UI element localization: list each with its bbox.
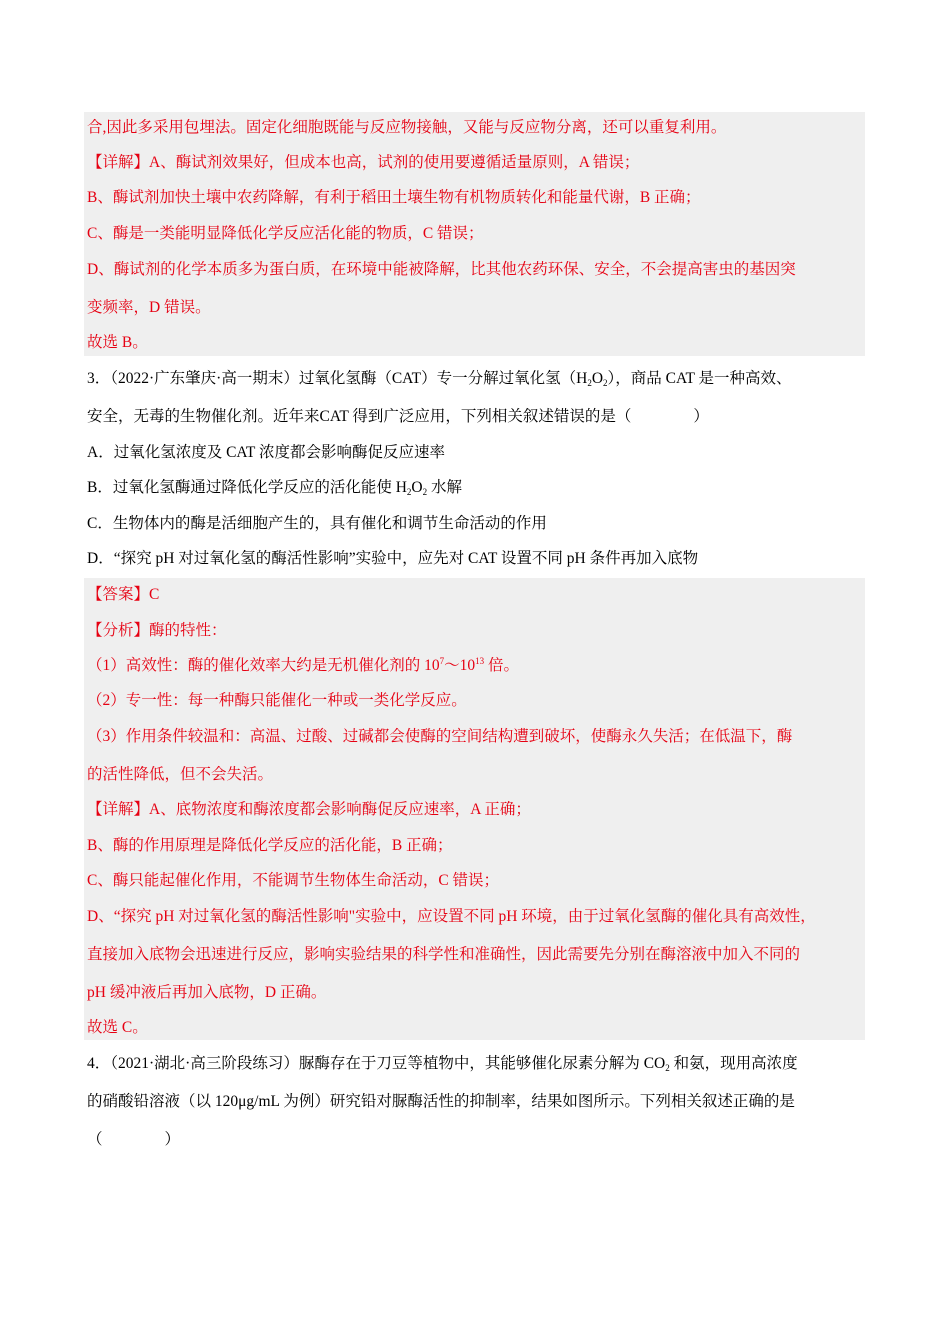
question-3-stem-cont: 安全，无毒的生物催化剂。近年来CAT 得到广泛应用，下列相关叙述错误的是（ ） (87, 408, 709, 425)
detail-line-d-cont: 变频率，D 错误。 (87, 299, 211, 316)
detail-line-c: C、酶是一类能明显降低化学反应活化能的物质，C 错误； (87, 225, 484, 242)
question-4-stem: 4．（2021·湖北·高三阶段练习）脲酶存在于刀豆等植物中，其能够催化尿素分解为 $CO_2$ 和氨，现用高浓度 (87, 1055, 798, 1073)
detail-line-c: C、酶只能起催化作用，不能调节生物体生命活动，C 错误； (87, 872, 500, 889)
option-a: A．过氧化氢浓度及 CAT 浓度都会影响酶促反应速率 (87, 444, 445, 461)
detail-line-d: D、“探究 pH 对过氧化氢的酶活性影响"实验中，应设置不同 pH 环境，由于过氧化氢酶的催化具有高效性， (87, 908, 816, 925)
answer-blank: （ ） (87, 1131, 181, 1148)
question-3-stem: 3．（2022·广东肇庆·高一期末）过氧化氢酶（CAT）专一分解过氧化氢$(H_2O_2)$，商品 CAT 是一种高效、 (87, 370, 792, 388)
detail-line-b: B、酶的作用原理是降低化学反应的活化能，B 正确； (87, 837, 453, 854)
detail-line-b: B、酶试剂加快土壤中农药降解，有利于稻田土壤生物有机物质转化和能量代谢，B 正确； (87, 189, 701, 206)
option-b: B．过氧化氢酶通过降低化学反应的活化能使 $H_2O_2$ 水解 (87, 479, 463, 497)
analysis-point-1: （1）高效性：酶的催化效率大约是无机催化剂的 $10^7\sim 10^{13}$ 倍。 (87, 656, 520, 674)
detail-line-a: 【详解】A、底物浓度和酶浓度都会影响酶促反应速率，A 正确； (87, 801, 531, 818)
analysis-point-3-cont: 的活性降低，但不会失活。 (87, 766, 274, 783)
question-4-stem-cont: 的硝酸铅溶液（以 120μg/mL 为例）研究铅对脲酶活性的抑制率，结果如图所示。下列相关叙述正确的是 (87, 1093, 795, 1110)
analysis-point-2: （2）专一性：每一种酶只能催化一种或一类化学反应。 (87, 692, 467, 709)
option-c: C．生物体内的酶是活细胞产生的，具有催化和调节生命活动的作用 (87, 515, 547, 532)
detail-line-a: 【详解】A、酶试剂效果好，但成本也高，试剂的使用要遵循适量原则，A 错误； (87, 154, 640, 171)
detail-line-d-cont: 直接加入底物会迅速进行反应，影响实验结果的科学性和准确性，因此需要先分别在酶溶液中加入不同的 (87, 946, 801, 963)
solution-text-line: 合,因此多采用包埋法。固定化细胞既能与反应物接触，又能与反应物分离，还可以重复利用。 (87, 119, 727, 136)
analysis-point-3: （3）作用条件较温和：高温、过酸、过碱都会使酶的空间结构遭到破坏，使酶永久失活；在低温下，酶 (87, 728, 793, 745)
option-d: D．“探究 pH 对过氧化氢的酶活性影响”实验中，应先对 CAT 设置不同 pH 条件再加入底物 (87, 550, 699, 567)
final-answer: 故选 B。 (87, 334, 148, 351)
detail-line-d-cont: pH 缓冲液后再加入底物，D 正确。 (87, 984, 327, 1001)
analysis-label: 【分析】酶的特性： (87, 622, 227, 639)
final-answer: 故选 C。 (87, 1019, 148, 1036)
answer-label: 【答案】C (87, 586, 160, 603)
detail-line-d: D、酶试剂的化学本质多为蛋白质，在环境中能被降解，比其他农药环保、安全，不会提高害虫的基因突 (87, 261, 796, 278)
